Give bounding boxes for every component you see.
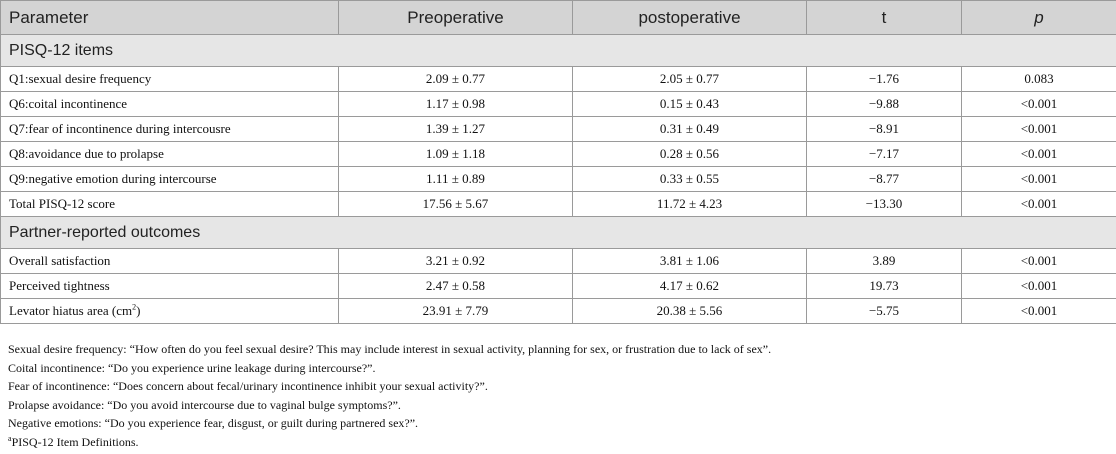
cell-parameter: Q9:negative emotion during intercourse: [1, 167, 339, 192]
footnote: Fear of incontinence: “Does concern about fecal/urinary incontinence inhibit your sexual activity?”.: [8, 379, 488, 394]
cell-postoperative: 0.15 ± 0.43: [573, 92, 807, 117]
cell-parameter: [1, 299, 339, 324]
cell-t: −9.88: [807, 92, 962, 117]
cell-preoperative: 23.91 ± 7.79: [339, 299, 573, 324]
section-title: PISQ-12 items: [1, 35, 1116, 67]
cell-postoperative: 4.17 ± 0.62: [573, 274, 807, 299]
cell-t: −7.17: [807, 142, 962, 167]
header-t: t: [807, 1, 962, 35]
cell-p: <0.001: [962, 117, 1116, 142]
parameter-suffix: ): [136, 303, 141, 318]
cell-postoperative: 0.31 ± 0.49: [573, 117, 807, 142]
cell-parameter: Perceived tightness: [1, 274, 339, 299]
header-preoperative: Preoperative: [339, 1, 573, 35]
footnote: Prolapse avoidance: “Do you avoid intercourse due to vaginal bulge symptoms?”.: [8, 397, 401, 412]
section-row-partner: [1, 217, 1116, 249]
cell-preoperative: 1.39 ± 1.27: [339, 117, 573, 142]
cell-t: 19.73: [807, 274, 962, 299]
parameter-text: Levator hiatus area (cm: [9, 303, 133, 318]
cell-parameter: Overall satisfaction: [1, 249, 339, 274]
table-row: [1, 299, 1116, 324]
table-row: [1, 167, 1116, 192]
superscript-two: 2: [132, 302, 137, 312]
cell-p: <0.001: [962, 274, 1116, 299]
table-row: [1, 117, 1116, 142]
definition-note: [8, 433, 771, 452]
cell-preoperative: 3.21 ± 0.92: [339, 249, 573, 274]
table-row: [1, 249, 1116, 274]
cell-parameter: Q7:fear of incontinence during intercousre: [1, 117, 339, 142]
cell-parameter: Q6:coital incontinence: [1, 92, 339, 117]
cell-p: <0.001: [962, 192, 1116, 217]
cell-postoperative: 3.81 ± 1.06: [573, 249, 807, 274]
table-row: [1, 142, 1116, 167]
cell-preoperative: 2.09 ± 0.77: [339, 67, 573, 92]
cell-preoperative: 1.09 ± 1.18: [339, 142, 573, 167]
header-parameter: Parameter: [1, 1, 339, 35]
table-row: [1, 274, 1116, 299]
cell-postoperative: 11.72 ± 4.23: [573, 192, 807, 217]
table-row: [1, 92, 1116, 117]
cell-parameter: Total PISQ-12 score: [1, 192, 339, 217]
cell-t: 3.89: [807, 249, 962, 274]
definition-text: PISQ-12 Item Definitions.: [11, 434, 139, 449]
table-row: [1, 67, 1116, 92]
table-row: [1, 192, 1116, 217]
cell-preoperative: 2.47 ± 0.58: [339, 274, 573, 299]
cell-t: −8.77: [807, 167, 962, 192]
cell-t: −5.75: [807, 299, 962, 324]
section-row-pisq: [1, 35, 1116, 67]
cell-postoperative: 2.05 ± 0.77: [573, 67, 807, 92]
cell-postoperative: 20.38 ± 5.56: [573, 299, 807, 324]
cell-postoperative: 0.28 ± 0.56: [573, 142, 807, 167]
table-footnotes: [8, 340, 771, 452]
header-row: [1, 1, 1116, 35]
header-p: p: [962, 1, 1116, 35]
section-title: Partner-reported outcomes: [1, 217, 1116, 249]
footnote: Negative emotions: “Do you experience fear, disgust, or guilt during partnered sex?”.: [8, 416, 419, 431]
cell-p: <0.001: [962, 167, 1116, 192]
cell-parameter: Q8:avoidance due to prolapse: [1, 142, 339, 167]
cell-parameter: Q1:sexual desire frequency: [1, 67, 339, 92]
cell-preoperative: 1.11 ± 0.89: [339, 167, 573, 192]
cell-p: <0.001: [962, 142, 1116, 167]
cell-t: −13.30: [807, 192, 962, 217]
cell-p: <0.001: [962, 92, 1116, 117]
cell-t: −1.76: [807, 67, 962, 92]
header-postoperative: postoperative: [573, 1, 807, 35]
cell-t: −8.91: [807, 117, 962, 142]
footnote: Sexual desire frequency: “How often do you feel sexual desire? This may include interest in sexual activity, planning for sex, or frustration due to lack of sex”.: [8, 342, 772, 356]
cell-p: <0.001: [962, 249, 1116, 274]
footnote-marker: a: [8, 433, 12, 443]
cell-p: <0.001: [962, 299, 1116, 324]
cell-preoperative: 17.56 ± 5.67: [339, 192, 573, 217]
footnote: Coital incontinence: “Do you experience urine leakage during intercourse?”.: [8, 360, 376, 375]
cell-preoperative: 1.17 ± 0.98: [339, 92, 573, 117]
cell-p: 0.083: [962, 67, 1116, 92]
cell-postoperative: 0.33 ± 0.55: [573, 167, 807, 192]
